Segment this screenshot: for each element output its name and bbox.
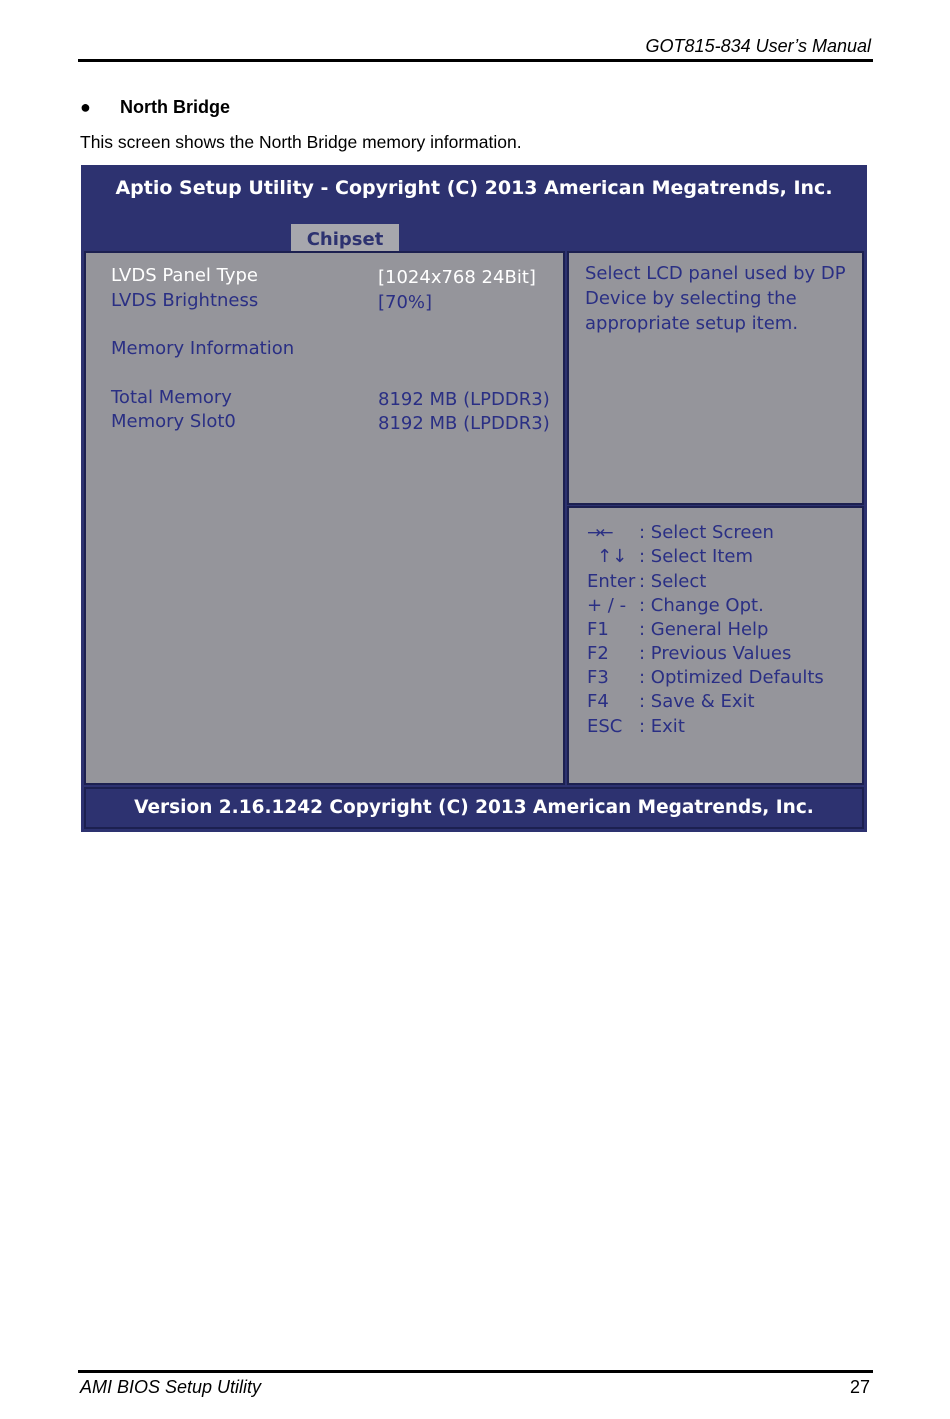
key-row [587, 691, 755, 712]
key-action: : Optimized Defaults [639, 667, 824, 688]
section-title: North Bridge [120, 97, 230, 117]
key-label: + / - [587, 595, 627, 616]
key-label: F3 [587, 667, 609, 688]
help-text: Select LCD panel used by DP Device by selecting the appropriate setup item. [585, 263, 846, 334]
key-row [587, 546, 753, 567]
memory-information-heading: Memory Information [111, 338, 295, 359]
footer-divider [78, 1370, 873, 1373]
intro-text: This screen shows the North Bridge memory information. [80, 132, 522, 152]
manual-title: GOT815-834 User’s Manual [645, 36, 871, 56]
key-action: : Save & Exit [639, 691, 755, 712]
key-row [587, 643, 791, 664]
key-legend-panel [567, 506, 864, 785]
key-action: : Select Item [639, 546, 754, 567]
bios-title: Aptio Setup Utility - Copyright (C) 2013 American Megatrends, Inc. [115, 177, 833, 199]
key-row [587, 619, 768, 640]
key-row [587, 595, 764, 616]
setting-value-lvds-panel-type[interactable]: [1024x768 24Bit] [378, 267, 536, 288]
key-row [587, 571, 706, 592]
setting-label-lvds-brightness[interactable]: LVDS Brightness [111, 290, 259, 311]
key-label: F2 [587, 643, 609, 664]
key-action: : Select Screen [639, 522, 774, 543]
key-label: ESC [587, 716, 623, 737]
key-label: F1 [587, 619, 609, 640]
help-panel [567, 251, 864, 505]
page-number: 27 [849, 1377, 870, 1397]
total-memory-label: Total Memory [111, 387, 232, 408]
key-action: : Previous Values [639, 643, 792, 664]
key-label: Enter [587, 571, 636, 592]
setting-value-lvds-brightness[interactable]: [70%] [378, 292, 433, 313]
left-right-arrows-icon: →← [587, 523, 612, 543]
total-memory-value: 8192 MB (LPDDR3) [378, 389, 550, 410]
key-action: : Exit [639, 716, 685, 737]
key-row [587, 522, 774, 543]
bullet-icon: ● [80, 97, 91, 117]
up-down-arrows-icon: ↑↓ [597, 546, 628, 567]
bios-version-bar: Version 2.16.1242 Copyright (C) 2013 American Megatrends, Inc. [84, 787, 864, 829]
memory-slot0-label: Memory Slot0 [111, 411, 236, 432]
key-label: F4 [587, 691, 609, 712]
key-action: : General Help [639, 619, 769, 640]
setting-label-lvds-panel-type[interactable]: LVDS Panel Type [111, 265, 258, 286]
tab-chipset[interactable]: Chipset [291, 224, 399, 251]
bios-screenshot [81, 165, 867, 832]
memory-slot0-value: 8192 MB (LPDDR3) [378, 413, 550, 434]
footer-chapter-title: AMI BIOS Setup Utility [80, 1377, 262, 1397]
key-action: : Change Opt. [639, 595, 764, 616]
settings-panel [84, 251, 565, 785]
key-action: : Select [639, 571, 707, 592]
key-row [587, 716, 685, 737]
key-row [587, 667, 824, 688]
header-divider [78, 59, 873, 62]
